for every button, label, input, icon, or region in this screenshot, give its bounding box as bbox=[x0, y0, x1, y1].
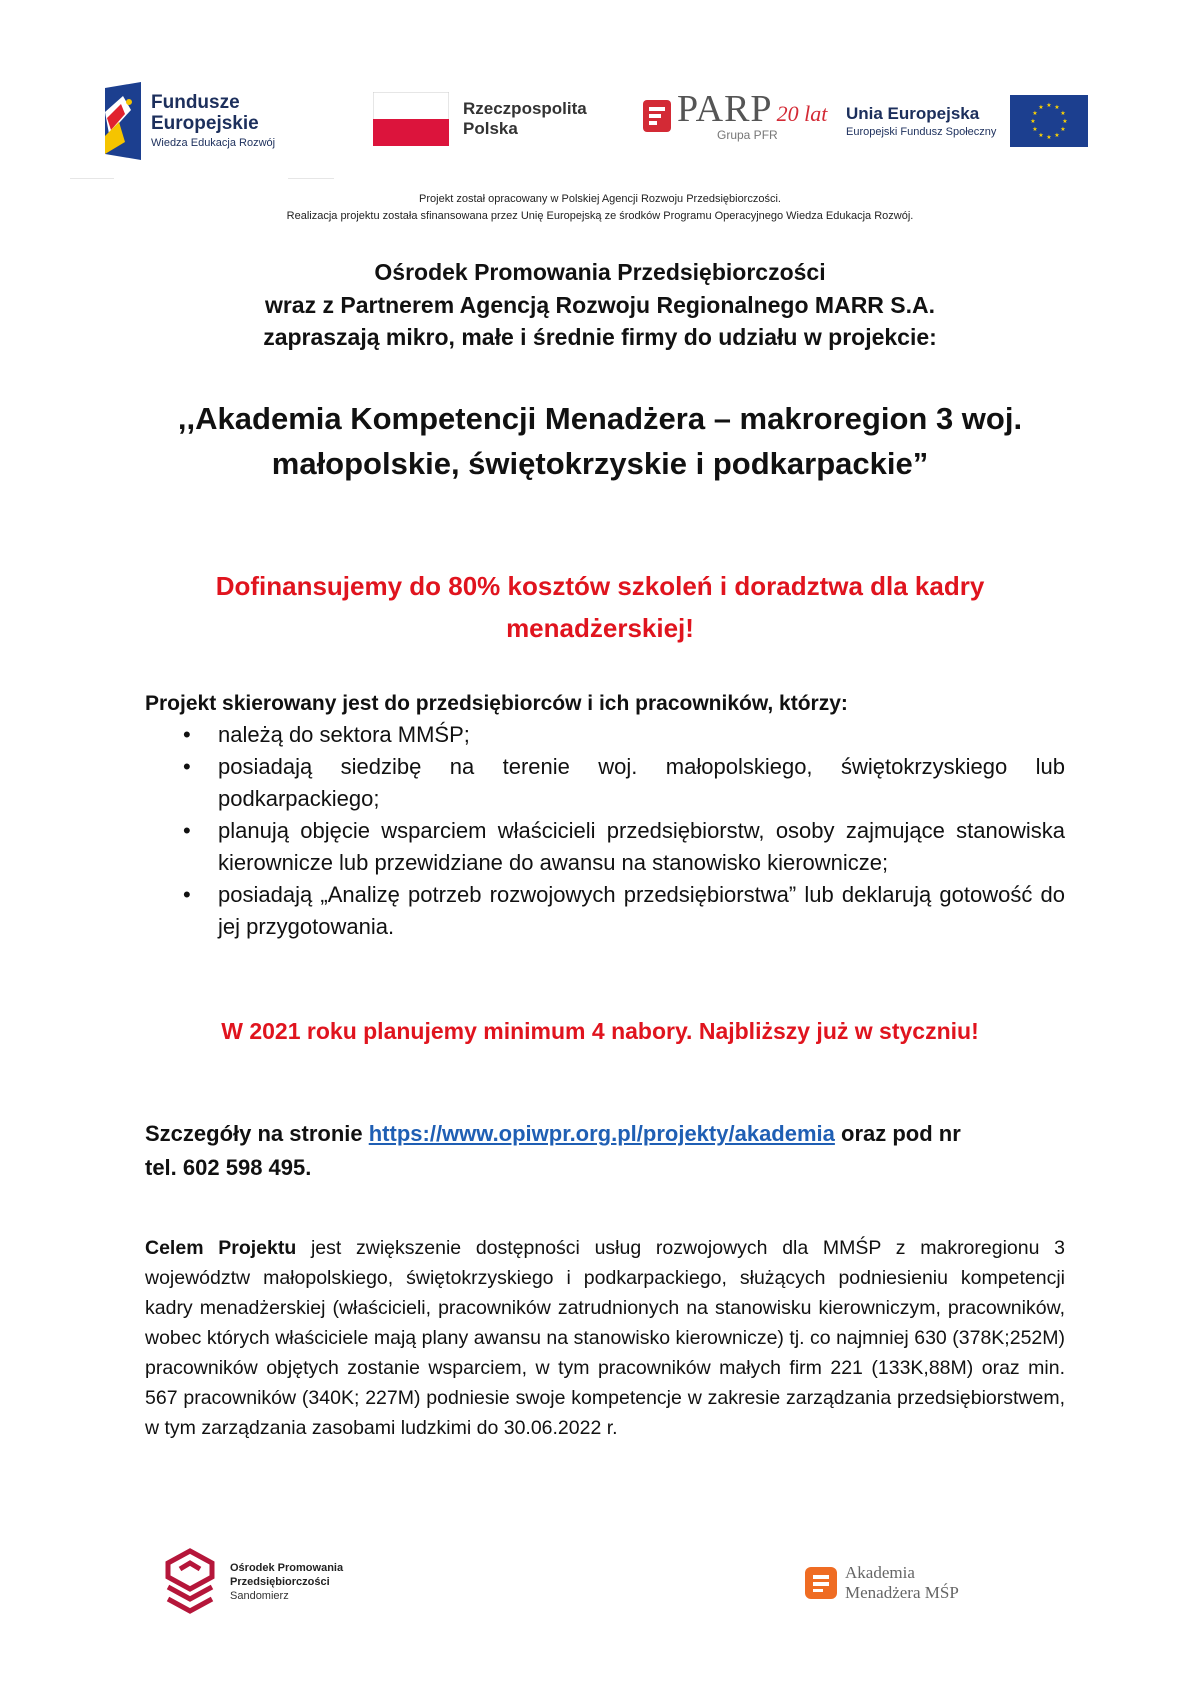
ue-line1: Unia Europejska bbox=[846, 103, 980, 123]
contact-details bbox=[145, 1117, 1065, 1185]
rzeczpospolita-polska-logo bbox=[373, 92, 587, 146]
svg-text:★: ★ bbox=[1046, 102, 1053, 109]
rp-line1: Rzeczpospolita bbox=[463, 99, 587, 119]
goal-text: jest zwiększenie dostępności usług rozwojowych dla MMŚP z makroregionu 3 województw małopolskiego, świętokrzyskiego i podkarpackiego, służących podniesieniu kompetencji kadry menadżerskiej (właścicieli, pracowników zatrudnionych na stanowisku kierowniczym, pracowników, wobec których właściciele mają plany awansu na stanowisko kierownicze) tj. co najmniej 630 (378K;252M) pracowników objętych zostanie wsparciem, w tym pracowników małych firm 221 (133K,88M) oraz min. 567 pracowników (340K; 227M) podniesie swoje kompetencje w zakresie zarządzania przedsiębiorstwem, w tym zarządzania zasobami ludzkimi do 30.06.2022 r. bbox=[145, 1237, 1065, 1439]
akademia-line1: Akademia bbox=[845, 1563, 915, 1582]
svg-text:★: ★ bbox=[1054, 132, 1061, 139]
bullet-icon: • bbox=[183, 754, 191, 779]
funding-line2: menadżerskiej! bbox=[506, 612, 694, 643]
svg-text:★: ★ bbox=[1060, 126, 1067, 133]
bullet-icon: • bbox=[183, 882, 191, 907]
notice-line1: Projekt został opracowany w Polskiej Agencji Rozwoju Przedsiębiorczości. bbox=[419, 193, 781, 205]
notice-line2: Realizacja projektu została sfinansowana przez Unię Europejską ze środków Programu Operacyjnego Wiedza Edukacja Rozwój. bbox=[286, 209, 914, 222]
list-item: • posiadają „Analizę potrzeb rozwojowych przedsiębiorstwa” lub deklarują gotowość do jej przygotowania. bbox=[145, 879, 1065, 943]
svg-text:★: ★ bbox=[1038, 104, 1045, 111]
svg-text:★: ★ bbox=[1054, 104, 1061, 111]
svg-text:★: ★ bbox=[1062, 118, 1069, 125]
svg-text:★: ★ bbox=[1046, 134, 1053, 141]
list-item: • planują objęcie wsparciem właścicieli przedsiębiorstw, osoby zajmujące stanowiska kierownicze lub przewidziane do awansu na stanowisko kierownicze; bbox=[145, 815, 1065, 879]
list-item: • należą do sektora MMŚP; bbox=[145, 719, 1065, 751]
akademia-icon bbox=[805, 1567, 837, 1599]
polish-flag-icon bbox=[373, 92, 449, 146]
project-title bbox=[0, 397, 1200, 487]
organizers-heading bbox=[0, 256, 1200, 354]
goal-lead: Celem Projektu bbox=[145, 1237, 297, 1259]
svg-text:★: ★ bbox=[1038, 132, 1045, 139]
heading-line3: zapraszają mikro, małe i średnie firmy do udziału w projekcie: bbox=[263, 324, 937, 351]
opp-sandomierz-logo bbox=[160, 1547, 343, 1619]
recruitment-note: W 2021 roku planujemy minimum 4 nabory. Najbliższy już w styczniu! bbox=[221, 1018, 979, 1044]
svg-text:★: ★ bbox=[1060, 110, 1067, 117]
title-line1: ,,Akademia Kompetencji Menadżera – makroregion 3 woj. bbox=[177, 401, 1023, 436]
logo-strip bbox=[0, 0, 1200, 180]
fe-line3: Wiedza Edukacja Rozwój bbox=[151, 136, 276, 149]
title-line2: małopolskie, świętokrzyskie i podkarpackie” bbox=[271, 445, 929, 481]
parp-sub: Grupa PFR bbox=[717, 128, 778, 142]
opp-line3: Sandomierz bbox=[230, 1589, 289, 1602]
svg-text:★: ★ bbox=[1032, 110, 1039, 117]
funding-headline bbox=[0, 566, 1200, 649]
akademia-menadzera-logo bbox=[805, 1563, 959, 1604]
details-prefix: Szczegóły na stronie bbox=[145, 1121, 369, 1146]
fundusze-europejskie-logo bbox=[105, 82, 275, 160]
phone-number: tel. 602 598 495. bbox=[145, 1155, 312, 1181]
parp-years: 20 lat bbox=[776, 101, 828, 126]
fe-line1: Fundusze bbox=[151, 92, 240, 114]
divider bbox=[70, 178, 114, 179]
divider bbox=[288, 178, 334, 179]
list-item: • posiadają siedzibę na terenie woj. małopolskiego, świętokrzyskiego lub podkarpackiego; bbox=[145, 751, 1065, 815]
heading-line2: wraz z Partnerem Agencją Rozwoju Regionalnego MARR S.A. bbox=[264, 291, 936, 318]
akademia-line2: Menadżera MŚP bbox=[845, 1583, 959, 1603]
fe-line2: Europejskie bbox=[151, 112, 259, 134]
funding-notice bbox=[0, 191, 1200, 224]
unia-europejska-logo bbox=[846, 95, 1088, 147]
svg-text:★: ★ bbox=[1030, 118, 1037, 125]
audience-intro: Projekt skierowany jest do przedsiębiorców i ich pracowników, którzy: bbox=[145, 692, 848, 715]
fundusze-europejskie-icon bbox=[105, 82, 143, 160]
funding-line1: Dofinansujemy do 80% kosztów szkoleń i doradztwa dla kadry bbox=[215, 571, 985, 601]
parp-logo bbox=[643, 90, 827, 142]
opp-icon bbox=[160, 1547, 220, 1619]
eu-flag-icon bbox=[1010, 95, 1088, 147]
ue-line2: Europejski Fundusz Społeczny bbox=[846, 125, 997, 138]
opp-line2: Przedsiębiorczości bbox=[230, 1576, 330, 1589]
project-link[interactable]: https://www.opiwpr.org.pl/projekty/akademia bbox=[368, 1121, 835, 1146]
opp-line1: Ośrodek Promowania bbox=[230, 1562, 344, 1575]
parp-name: PARP bbox=[677, 88, 773, 130]
rp-line2: Polska bbox=[463, 119, 518, 138]
parp-icon bbox=[643, 100, 671, 132]
bullet-icon: • bbox=[183, 818, 191, 843]
bullet-icon: • bbox=[183, 722, 191, 747]
audience-list bbox=[145, 719, 1065, 943]
details-suffix: oraz pod nr bbox=[834, 1121, 961, 1146]
project-goal bbox=[145, 1233, 1065, 1443]
svg-text:★: ★ bbox=[1032, 126, 1039, 133]
heading-line1: Ośrodek Promowania Przedsiębiorczości bbox=[374, 259, 826, 285]
